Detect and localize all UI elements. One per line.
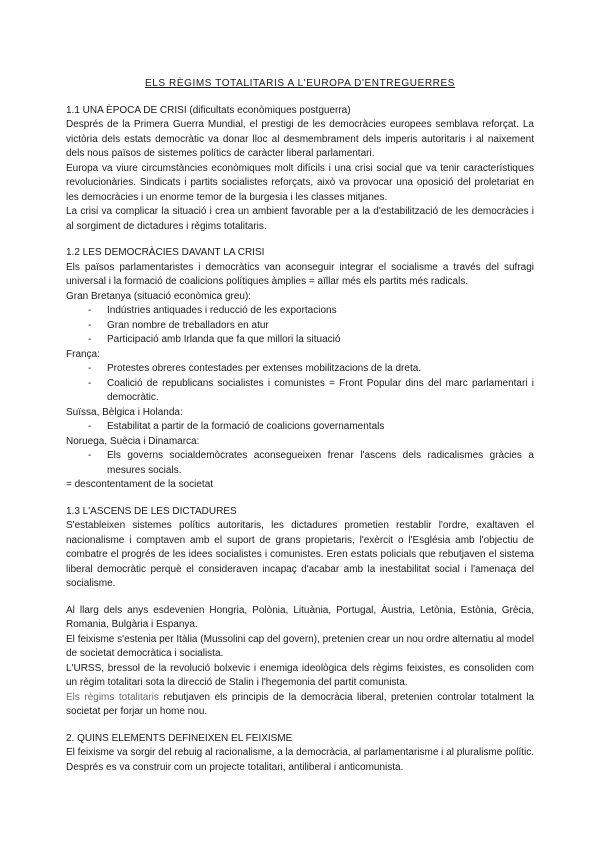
list-item: - Estabilitat a partir de la formació de coalicions governamentals <box>66 420 534 435</box>
list-item: - Els governs socialdemòcrates aconsegueixen frenar l'ascens dels radicalismes gràcies a mesures socials. <box>66 449 534 478</box>
country-label: Noruega, Suècia i Dinamarca: <box>66 435 200 447</box>
list-item: - Gran nombre de treballadors en atur <box>66 319 534 334</box>
list-item: - Coalició de republicans socialistes i comunistes = Front Popular dins del marc parlamentari i democràtic. <box>66 377 534 406</box>
section-heading: 1.1 UNA ÈPOCA DE CRISI (dificultats econòmiques postguerra) <box>66 104 351 116</box>
paragraph: Europa va viure circumstàncies econòmiques molt difícils i una crisi social que va tenir característiques revolucionàries. Sindicats i partits socialistes reforçats, això va provocar una oposició del proletariat en les democràcies i un enorme temor de la burgesia i les classes mitjanes. <box>66 162 534 203</box>
section-heading: 1.2 LES DEMOCRÀCIES DAVANT LA CRISI <box>66 247 265 258</box>
paragraph: S'estableixen sistemes polítics autoritaris, les dictadures prometien restablir l'ordre, exaltaven el nacionalisme i comptaven amb el suport de grans propietaris, l'exèrcit o l'Església amb l'objectiu de combatre el progrés de les idees socialistes i comunistes. Eren estats policials que rebutjaven el sistema liberal democràtic perquè el consideraven incapaç d'acabar amb la inestabilitat social i l'amenaça del socialisme. <box>66 520 534 589</box>
section-crisis <box>66 104 534 235</box>
list-item: - Indústries antiquades i reducció de les exportacions <box>66 304 534 319</box>
paragraph: Al llarg dels anys esdevenien Hongria, Polònia, Lituània, Portugal, Àustria, Letònia, Estònia, Grècia, Romania, Bulgària i Espanya. <box>66 604 534 630</box>
section-fascism <box>66 732 534 776</box>
paragraph: Després de la Primera Guerra Mundial, el prestigi de les democràcies europees semblava reforçat. La victòria dels estats democràtic va donar lloc al desmembrament dels imperis autoritaris i al naixement dels nous països de sistemes polítics de caràcter liberal parlamentari. <box>66 119 534 159</box>
paragraph-text: rebutjaven els principis de la democràcia liberal, pretenien controlar totalment la societat per forjar un home nou. <box>66 691 534 717</box>
bullet-list <box>66 304 534 348</box>
paragraph: El feixisme va sorgir del rebuig al racionalisme, a la democràcia, al parlamentarisme i al pluralisme polític. Després es va construir com un projecte totalitari, antiliberal i anticomunista. <box>66 747 534 773</box>
country-label: Gran Bretanya (situació econòmica greu): <box>66 290 252 302</box>
paragraph: = descontentament de la societat <box>66 479 214 490</box>
section-heading: 1.3 L'ASCENS DE LES DICTADURES <box>66 505 237 517</box>
section-democracies <box>66 246 534 493</box>
country-label: Suïssa, Bèlgica i Holanda: <box>66 406 183 418</box>
paragraph: La crisi va complicar la situació i crea un ambient favorable per a la d'estabilització de les democràcies i al sorgiment de dictadures i règims totalitaris. <box>66 206 534 232</box>
section-dictatorships <box>66 505 534 720</box>
list-item: - Participació amb Irlanda que fa que millori la situació <box>66 333 534 348</box>
highlighted-term: Els règims totalitaris <box>66 691 159 703</box>
document-page <box>66 60 534 775</box>
paragraph: El feixisme s'estenia per Itàlia (Mussolini cap del govern), pretenien crear un nou ordre alternatiu al model de societat democràtica i socialista. <box>66 633 534 659</box>
paragraph: L'URSS, bressol de la revolució bolxevic i enemiga ideològica dels règims feixistes, es consoliden com un règim totalitari sota la direcció de Stalin i l'hegemonia del partit comunista. <box>66 662 534 688</box>
bullet-list <box>66 420 534 435</box>
paragraph: Els països parlamentaristes i democràtics van aconseguir integrar el socialisme a través del sufragi universal i la formació de coalicions polítiques àmplies = aïllar més els partits més radicals. <box>66 261 534 287</box>
bullet-list <box>66 362 534 406</box>
country-label: França: <box>66 348 100 360</box>
document-title: ELS RÈGIMS TOTALITARIS A L'EUROPA D'ENTREGUERRES <box>144 78 456 89</box>
section-heading: 2. QUINS ELEMENTS DEFINEIXEN EL FEIXISME <box>66 732 293 744</box>
bullet-list <box>66 449 534 478</box>
list-item: - Protestes obreres contestades per extenses mobilitzacions de la dreta. <box>66 362 534 377</box>
paragraph <box>66 691 534 720</box>
